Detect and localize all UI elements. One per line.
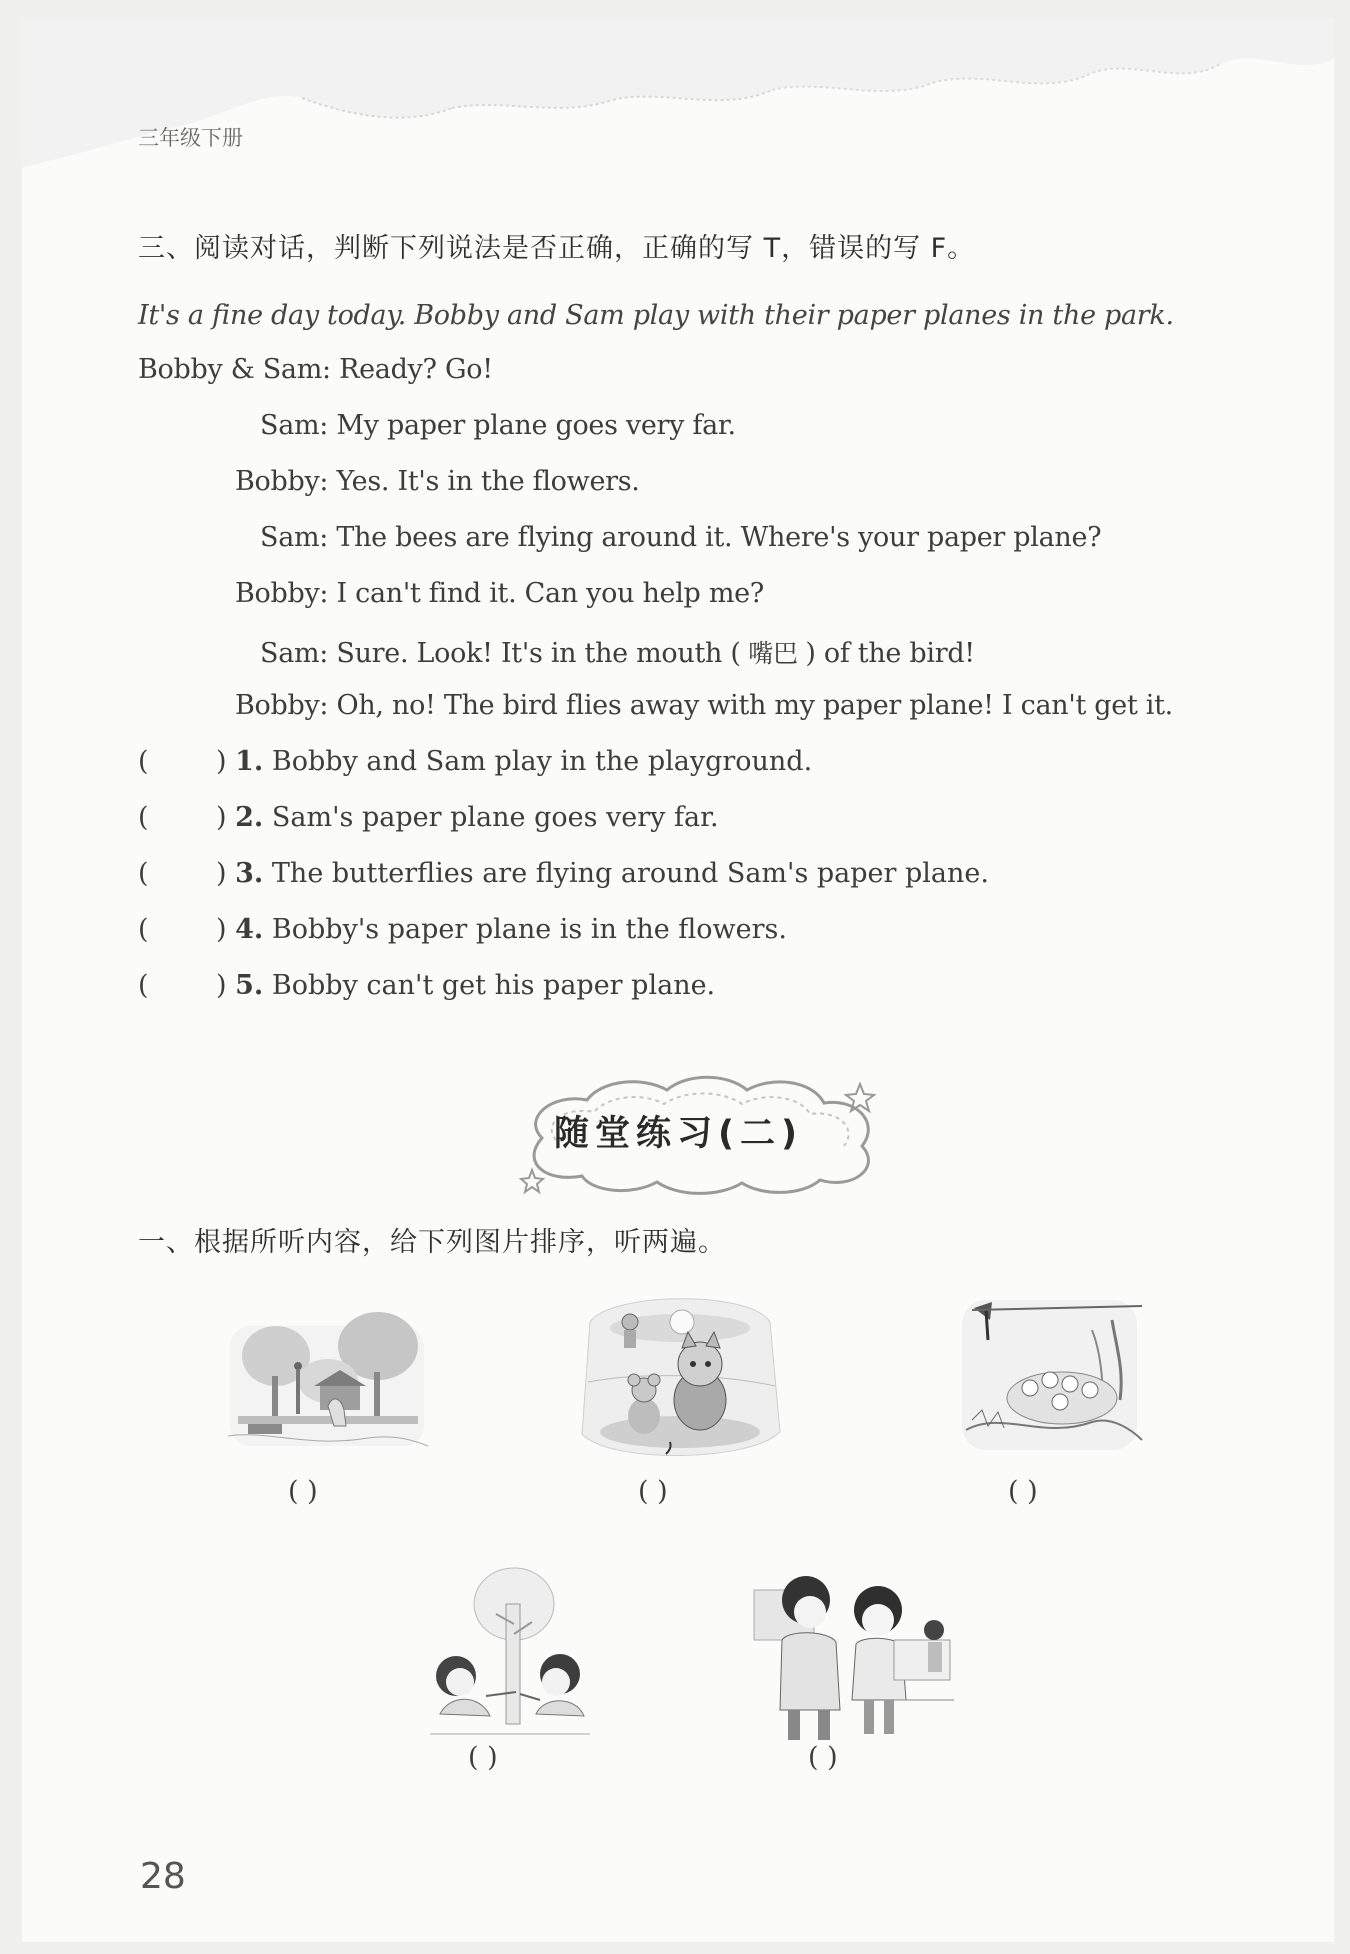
question-item: ( ) 5. Bobby can't get his paper plane. (138, 970, 716, 1001)
section-three-heading: 三、阅读对话，判断下列说法是否正确，正确的写 T，错误的写 F。 (138, 233, 976, 264)
answer-paren[interactable]: ( ) (808, 1742, 838, 1773)
practice-title: 随堂练习(二) (554, 1114, 803, 1154)
answer-blank[interactable]: ( (138, 746, 149, 777)
dialogue-line (260, 634, 975, 670)
section-one-heading: 一、根据所听内容，给下列图片排序，听两遍。 (138, 1227, 726, 1258)
answer-paren[interactable]: ( ) (1008, 1476, 1038, 1507)
workbook-page (22, 18, 1334, 1942)
cat-mouse-pond-icon (570, 1282, 790, 1472)
dialogue-intro: It's a fine day today. Bobby and Sam play with their paper planes in the park. (138, 300, 1174, 331)
answer-blank[interactable]: ( (138, 970, 149, 1001)
dialogue-line: Sam: The bees are flying around it. Where's your paper plane? (260, 522, 1102, 553)
flowers-bees-icon (942, 1280, 1152, 1470)
dialogue-line: Sam: My paper plane goes very far. (260, 410, 736, 441)
grade-label: 三年级下册 (138, 126, 243, 150)
page-number: 28 (140, 1856, 186, 1897)
answer-blank[interactable]: ( (138, 802, 149, 833)
dialogue-text: ) of the bird! (805, 638, 975, 669)
dialogue-text: Sam: Sure. Look! It's in the mouth ( (260, 638, 741, 669)
question-item: ( ) 3. The butterflies are flying around Sam's paper plane. (138, 858, 989, 889)
question-item: ( ) 2. Sam's paper plane goes very far. (138, 802, 719, 833)
dialogue-line: Bobby: Yes. It's in the flowers. (235, 466, 640, 497)
answer-paren[interactable]: ( ) (468, 1742, 498, 1773)
kids-tree-icon (420, 1564, 600, 1754)
park-scene-icon (228, 1286, 428, 1466)
answer-blank[interactable]: ( (138, 858, 149, 889)
chinese-gloss: 嘴巴 (740, 639, 806, 668)
answer-paren[interactable]: ( ) (288, 1476, 318, 1507)
dialogue-line: Bobby & Sam: Ready? Go! (138, 354, 493, 385)
kids-outdoor-icon (744, 1560, 964, 1750)
answer-blank[interactable]: ( (138, 914, 149, 945)
cloud-banner-decoration (22, 18, 1334, 178)
question-item: ( ) 4. Bobby's paper plane is in the flowers. (138, 914, 787, 945)
dialogue-line: Bobby: Oh, no! The bird flies away with my paper plane! I can't get it. (235, 690, 1173, 721)
dialogue-line: Bobby: I can't find it. Can you help me? (235, 578, 764, 609)
answer-paren[interactable]: ( ) (638, 1476, 668, 1507)
question-item: ( ) 1. Bobby and Sam play in the playground. (138, 746, 813, 777)
